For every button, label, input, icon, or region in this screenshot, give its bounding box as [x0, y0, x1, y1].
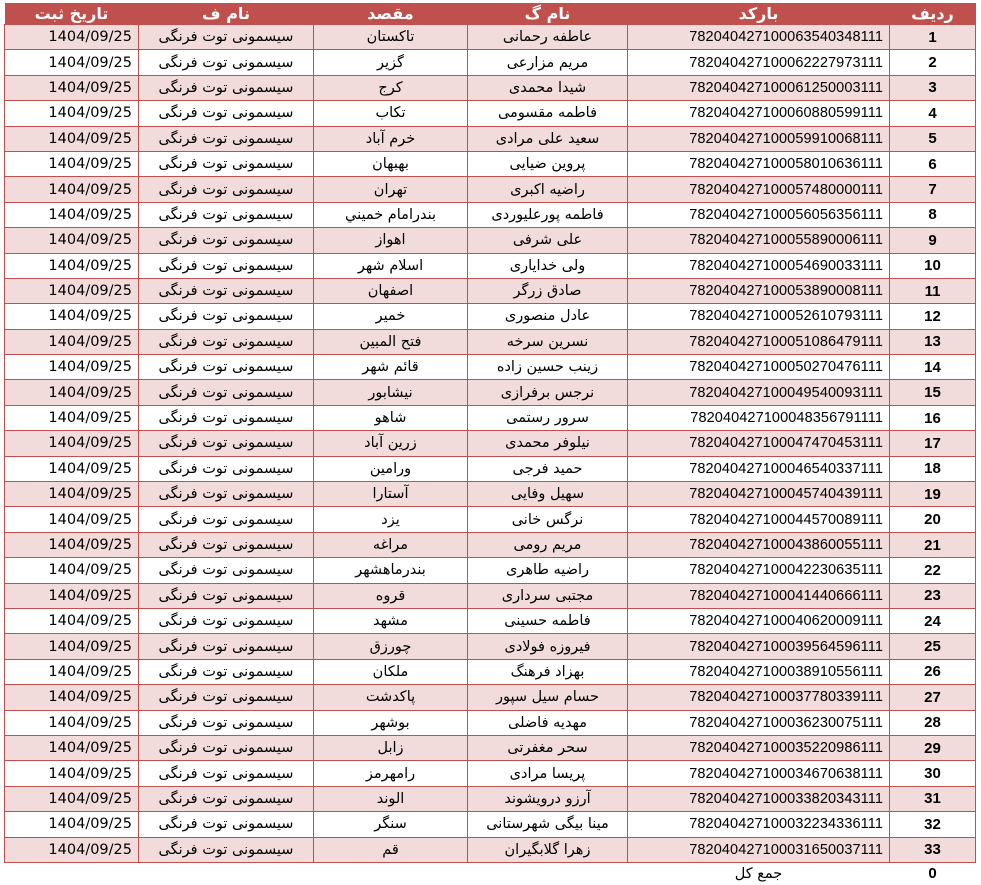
cell-destination: بندرماهشهر [314, 558, 468, 583]
cell-destination: بوشهر [314, 710, 468, 735]
table-row [5, 126, 976, 151]
cell-receiver: مهدیه فاضلی [468, 710, 628, 735]
table-row [5, 329, 976, 354]
cell-date: 1404/09/25 [5, 355, 139, 380]
cell-date: 1404/09/25 [5, 634, 139, 659]
cell-destination: الوند [314, 786, 468, 811]
cell-row-number: 30 [890, 761, 976, 786]
cell-receiver: مینا بیگی شهرستانی [468, 812, 628, 837]
cell-date: 1404/09/25 [5, 456, 139, 481]
cell-sender: سیسمونی توت فرنگی [139, 405, 314, 430]
cell-barcode: 782040427100046540337111 [628, 456, 890, 481]
cell-destination: ورامین [314, 456, 468, 481]
cell-receiver: سحر مغفرتی [468, 735, 628, 760]
cell-date: 1404/09/25 [5, 329, 139, 354]
cell-receiver: عاطفه رحمانی [468, 25, 628, 50]
cell-barcode: 782040427100048356791111 [628, 405, 890, 430]
cell-receiver: مجتبی سرداری [468, 583, 628, 608]
total-label: جمع کل [628, 862, 890, 885]
cell-destination: نیشابور [314, 380, 468, 405]
cell-sender: سیسمونی توت فرنگی [139, 634, 314, 659]
cell-row-number: 2 [890, 50, 976, 75]
table-row [5, 710, 976, 735]
cell-sender: سیسمونی توت فرنگی [139, 786, 314, 811]
table-row [5, 456, 976, 481]
cell-barcode: 782040427100051086479111 [628, 329, 890, 354]
table-row [5, 659, 976, 684]
header-barcode: بارکد [628, 3, 890, 25]
cell-sender: سیسمونی توت فرنگی [139, 50, 314, 75]
cell-receiver: مریم مزارعی [468, 50, 628, 75]
cell-sender: سیسمونی توت فرنگی [139, 355, 314, 380]
cell-sender: سیسمونی توت فرنگی [139, 482, 314, 507]
cell-barcode: 782040427100042230635111 [628, 558, 890, 583]
cell-destination: فتح المبین [314, 329, 468, 354]
cell-row-number: 29 [890, 735, 976, 760]
cell-destination: آستارا [314, 482, 468, 507]
cell-receiver: پریسا مرادی [468, 761, 628, 786]
cell-row-number: 16 [890, 405, 976, 430]
cell-receiver: مریم رومی [468, 532, 628, 557]
table-row [5, 812, 976, 837]
cell-row-number: 26 [890, 659, 976, 684]
cell-row-number: 9 [890, 228, 976, 253]
cell-sender: سیسمونی توت فرنگی [139, 837, 314, 862]
cell-date: 1404/09/25 [5, 101, 139, 126]
cell-row-number: 13 [890, 329, 976, 354]
cell-date: 1404/09/25 [5, 659, 139, 684]
cell-date: 1404/09/25 [5, 380, 139, 405]
cell-barcode: 782040427100052610793111 [628, 304, 890, 329]
table-row [5, 177, 976, 202]
cell-date: 1404/09/25 [5, 583, 139, 608]
cell-barcode: 782040427100055890006111 [628, 228, 890, 253]
header-sender: نام ف [139, 3, 314, 25]
cell-row-number: 7 [890, 177, 976, 202]
cell-sender: سیسمونی توت فرنگی [139, 710, 314, 735]
cell-barcode: 782040427100050270476111 [628, 355, 890, 380]
cell-destination: مشهد [314, 608, 468, 633]
header-row-number: ردیف [890, 3, 976, 25]
cell-row-number: 23 [890, 583, 976, 608]
cell-receiver: فاطمه حسینی [468, 608, 628, 633]
table-row [5, 837, 976, 862]
cell-sender: سیسمونی توت فرنگی [139, 75, 314, 100]
cell-row-number: 32 [890, 812, 976, 837]
cell-destination: تکاب [314, 101, 468, 126]
cell-date: 1404/09/25 [5, 735, 139, 760]
total-value: 0 [890, 862, 976, 885]
cell-barcode: 782040427100045740439111 [628, 482, 890, 507]
cell-sender: سیسمونی توت فرنگی [139, 329, 314, 354]
cell-barcode: 782040427100056056356111 [628, 202, 890, 227]
cell-date: 1404/09/25 [5, 228, 139, 253]
cell-sender: سیسمونی توت فرنگی [139, 685, 314, 710]
cell-row-number: 27 [890, 685, 976, 710]
cell-sender: سیسمونی توت فرنگی [139, 659, 314, 684]
table-body [5, 25, 976, 863]
cell-sender: سیسمونی توت فرنگی [139, 177, 314, 202]
cell-receiver: حسام سیل سپور [468, 685, 628, 710]
cell-date: 1404/09/25 [5, 608, 139, 633]
cell-sender: سیسمونی توت فرنگی [139, 583, 314, 608]
cell-row-number: 12 [890, 304, 976, 329]
cell-row-number: 31 [890, 786, 976, 811]
table-row [5, 685, 976, 710]
cell-date: 1404/09/25 [5, 786, 139, 811]
cell-row-number: 1 [890, 25, 976, 50]
table-row [5, 101, 976, 126]
table-row [5, 151, 976, 176]
cell-receiver: ولی خدایاری [468, 253, 628, 278]
header-date: تاریخ ثبت [5, 3, 139, 25]
cell-destination: خمیر [314, 304, 468, 329]
cell-sender: سیسمونی توت فرنگی [139, 761, 314, 786]
cell-receiver: نرگس خانی [468, 507, 628, 532]
cell-date: 1404/09/25 [5, 685, 139, 710]
cell-barcode: 782040427100043860055111 [628, 532, 890, 557]
cell-destination: زرین آباد [314, 431, 468, 456]
cell-row-number: 10 [890, 253, 976, 278]
cell-date: 1404/09/25 [5, 253, 139, 278]
cell-sender: سیسمونی توت فرنگی [139, 101, 314, 126]
cell-row-number: 24 [890, 608, 976, 633]
cell-destination: قروه [314, 583, 468, 608]
cell-row-number: 19 [890, 482, 976, 507]
cell-barcode: 782040427100033820343111 [628, 786, 890, 811]
cell-destination: تهران [314, 177, 468, 202]
cell-destination: بندرامام خميني [314, 202, 468, 227]
table-row [5, 405, 976, 430]
cell-date: 1404/09/25 [5, 761, 139, 786]
cell-destination: کرج [314, 75, 468, 100]
table-row [5, 278, 976, 303]
table-row [5, 50, 976, 75]
cell-date: 1404/09/25 [5, 202, 139, 227]
footer-empty [468, 862, 628, 885]
cell-barcode: 782040427100053890008111 [628, 278, 890, 303]
cell-receiver: علی شرفی [468, 228, 628, 253]
cell-row-number: 11 [890, 278, 976, 303]
cell-receiver: نرجس برفرازی [468, 380, 628, 405]
cell-destination: بهبهان [314, 151, 468, 176]
header-receiver: نام گ [468, 3, 628, 25]
cell-receiver: فاطمه مقسومی [468, 101, 628, 126]
cell-barcode: 782040427100036230075111 [628, 710, 890, 735]
cell-sender: سیسمونی توت فرنگی [139, 202, 314, 227]
cell-sender: سیسمونی توت فرنگی [139, 532, 314, 557]
header-row [5, 3, 976, 25]
cell-destination: رامهرمز [314, 761, 468, 786]
shipment-sheet [4, 3, 975, 885]
table-row [5, 253, 976, 278]
cell-row-number: 28 [890, 710, 976, 735]
shipment-table [4, 3, 976, 885]
cell-receiver: نیلوفر محمدی [468, 431, 628, 456]
cell-date: 1404/09/25 [5, 405, 139, 430]
cell-row-number: 6 [890, 151, 976, 176]
table-row [5, 228, 976, 253]
table-row [5, 507, 976, 532]
table-row [5, 608, 976, 633]
table-row [5, 431, 976, 456]
cell-receiver: بهزاد فرهنگ [468, 659, 628, 684]
table-row [5, 558, 976, 583]
cell-sender: سیسمونی توت فرنگی [139, 812, 314, 837]
cell-destination: ملکان [314, 659, 468, 684]
cell-receiver: پروین ضیایی [468, 151, 628, 176]
table-row [5, 786, 976, 811]
table-row [5, 75, 976, 100]
table-row [5, 304, 976, 329]
cell-destination: قائم شهر [314, 355, 468, 380]
table-row [5, 380, 976, 405]
cell-row-number: 3 [890, 75, 976, 100]
cell-sender: سیسمونی توت فرنگی [139, 507, 314, 532]
cell-receiver: عادل منصوری [468, 304, 628, 329]
cell-receiver: راضیه طاهری [468, 558, 628, 583]
cell-barcode: 782040427100058010636111 [628, 151, 890, 176]
table-row [5, 634, 976, 659]
cell-barcode: 782040427100062227973111 [628, 50, 890, 75]
cell-row-number: 5 [890, 126, 976, 151]
cell-barcode: 782040427100044570089111 [628, 507, 890, 532]
footer-empty [314, 862, 468, 885]
cell-barcode: 782040427100037780339111 [628, 685, 890, 710]
cell-receiver: زینب حسین زاده [468, 355, 628, 380]
cell-barcode: 782040427100038910556111 [628, 659, 890, 684]
cell-sender: سیسمونی توت فرنگی [139, 431, 314, 456]
cell-barcode: 782040427100057480000111 [628, 177, 890, 202]
cell-row-number: 25 [890, 634, 976, 659]
cell-destination: اسلام شهر [314, 253, 468, 278]
cell-row-number: 33 [890, 837, 976, 862]
footer-empty [139, 862, 314, 885]
cell-barcode: 782040427100035220986111 [628, 735, 890, 760]
cell-row-number: 4 [890, 101, 976, 126]
table-row [5, 355, 976, 380]
cell-row-number: 15 [890, 380, 976, 405]
cell-destination: شاهو [314, 405, 468, 430]
cell-receiver: نسرین سرخه [468, 329, 628, 354]
cell-date: 1404/09/25 [5, 304, 139, 329]
cell-receiver: فاطمه پورعلیوردی [468, 202, 628, 227]
cell-row-number: 17 [890, 431, 976, 456]
cell-row-number: 8 [890, 202, 976, 227]
cell-sender: سیسمونی توت فرنگی [139, 304, 314, 329]
cell-destination: پاکدشت [314, 685, 468, 710]
cell-date: 1404/09/25 [5, 837, 139, 862]
cell-sender: سیسمونی توت فرنگی [139, 126, 314, 151]
cell-destination: یزد [314, 507, 468, 532]
cell-receiver: زهرا گلابگیران [468, 837, 628, 862]
footer-empty [5, 862, 139, 885]
cell-barcode: 782040427100060880599111 [628, 101, 890, 126]
cell-destination: سنگر [314, 812, 468, 837]
cell-receiver: راضیه اکبری [468, 177, 628, 202]
cell-receiver: فیروزه فولادی [468, 634, 628, 659]
cell-date: 1404/09/25 [5, 812, 139, 837]
cell-barcode: 782040427100032234336111 [628, 812, 890, 837]
cell-sender: سیسمونی توت فرنگی [139, 608, 314, 633]
cell-barcode: 782040427100054690033111 [628, 253, 890, 278]
cell-receiver: صادق زرگر [468, 278, 628, 303]
cell-destination: تاکستان [314, 25, 468, 50]
cell-destination: قم [314, 837, 468, 862]
cell-barcode: 782040427100059910068111 [628, 126, 890, 151]
cell-row-number: 20 [890, 507, 976, 532]
cell-barcode: 782040427100034670638111 [628, 761, 890, 786]
cell-sender: سیسمونی توت فرنگی [139, 456, 314, 481]
header-destination: مقصد [314, 3, 468, 25]
cell-sender: سیسمونی توت فرنگی [139, 253, 314, 278]
cell-row-number: 22 [890, 558, 976, 583]
cell-sender: سیسمونی توت فرنگی [139, 25, 314, 50]
cell-receiver: سرور رستمی [468, 405, 628, 430]
cell-date: 1404/09/25 [5, 278, 139, 303]
cell-sender: سیسمونی توت فرنگی [139, 380, 314, 405]
cell-row-number: 18 [890, 456, 976, 481]
table-row [5, 532, 976, 557]
cell-sender: سیسمونی توت فرنگی [139, 278, 314, 303]
cell-row-number: 14 [890, 355, 976, 380]
cell-barcode: 782040427100039564596111 [628, 634, 890, 659]
cell-barcode: 782040427100041440666111 [628, 583, 890, 608]
table-row [5, 25, 976, 50]
cell-destination: زابل [314, 735, 468, 760]
cell-date: 1404/09/25 [5, 558, 139, 583]
cell-destination: خرم آباد [314, 126, 468, 151]
cell-date: 1404/09/25 [5, 532, 139, 557]
table-row [5, 583, 976, 608]
cell-barcode: 782040427100040620009111 [628, 608, 890, 633]
cell-date: 1404/09/25 [5, 482, 139, 507]
cell-destination: چورزق [314, 634, 468, 659]
cell-date: 1404/09/25 [5, 50, 139, 75]
cell-barcode: 782040427100063540348111 [628, 25, 890, 50]
cell-sender: سیسمونی توت فرنگی [139, 558, 314, 583]
cell-sender: سیسمونی توت فرنگی [139, 151, 314, 176]
cell-receiver: سهیل وفایی [468, 482, 628, 507]
cell-date: 1404/09/25 [5, 431, 139, 456]
cell-receiver: سعید علی مرادی [468, 126, 628, 151]
cell-destination: اصفهان [314, 278, 468, 303]
cell-destination: گزیر [314, 50, 468, 75]
cell-date: 1404/09/25 [5, 151, 139, 176]
cell-row-number: 21 [890, 532, 976, 557]
cell-date: 1404/09/25 [5, 126, 139, 151]
cell-date: 1404/09/25 [5, 177, 139, 202]
cell-receiver: حمید فرجی [468, 456, 628, 481]
cell-date: 1404/09/25 [5, 710, 139, 735]
cell-date: 1404/09/25 [5, 507, 139, 532]
cell-receiver: شیدا محمدی [468, 75, 628, 100]
cell-barcode: 782040427100047470453111 [628, 431, 890, 456]
table-row [5, 735, 976, 760]
cell-date: 1404/09/25 [5, 75, 139, 100]
cell-destination: اهواز [314, 228, 468, 253]
footer-row [5, 862, 976, 885]
cell-barcode: 782040427100031650037111 [628, 837, 890, 862]
cell-barcode: 782040427100061250003111 [628, 75, 890, 100]
cell-sender: سیسمونی توت فرنگی [139, 735, 314, 760]
cell-destination: مراغه [314, 532, 468, 557]
cell-date: 1404/09/25 [5, 25, 139, 50]
table-row [5, 482, 976, 507]
cell-barcode: 782040427100049540093111 [628, 380, 890, 405]
cell-receiver: آرزو درویشوند [468, 786, 628, 811]
table-row [5, 202, 976, 227]
table-row [5, 761, 976, 786]
cell-sender: سیسمونی توت فرنگی [139, 228, 314, 253]
